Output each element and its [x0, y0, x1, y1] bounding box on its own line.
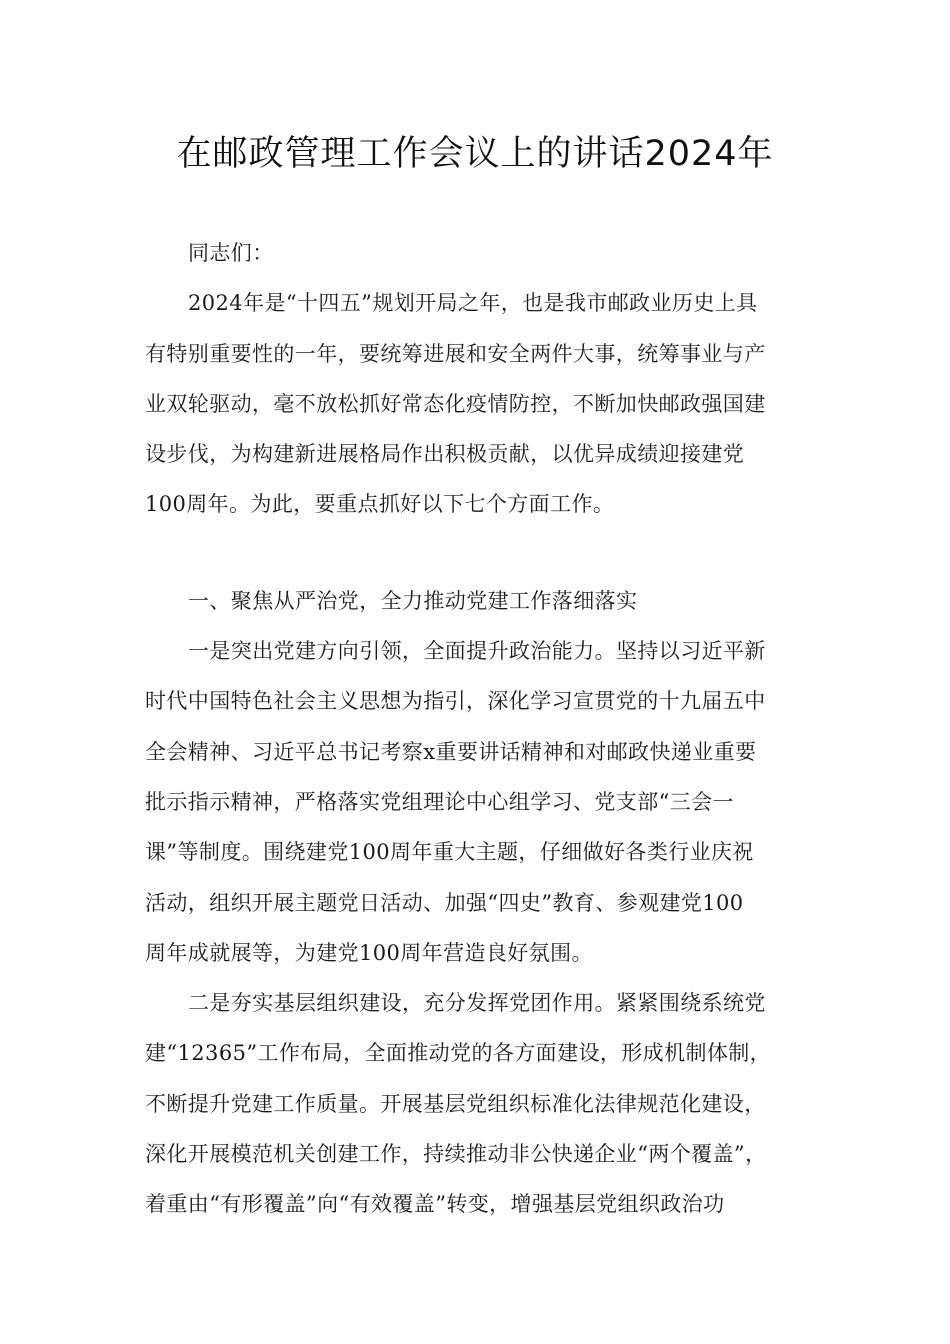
paragraph-line: 着重由“有形覆盖”向“有效覆盖”转变，增强基层党组织政治功: [145, 1192, 725, 1217]
document-title: 在邮政管理工作会议上的讲话2024年: [176, 134, 774, 174]
intro-line: 100周年。为此，要重点抓好以下七个方面工作。: [145, 492, 615, 517]
intro-line: 2024年是“十四五”规划开局之年，也是我市邮政业历史上具: [188, 291, 758, 316]
salutation: 同志们：: [188, 241, 274, 265]
paragraph-line: 建“12365”工作布局，全面推动党的各方面建设，形成机制体制，: [145, 1041, 772, 1066]
section-heading: 一、聚焦从严治党，全力推动党建工作落细落实: [188, 588, 638, 613]
paragraph-line: 批示指示精神，严格落实党组理论中心组学习、党支部“三会一: [145, 789, 734, 814]
paragraph-spacer: [145, 530, 810, 576]
paragraph-line: 周年成就展等，为建党100周年营造良好氛围。: [145, 940, 593, 965]
intro-line: 业双轮驱动，毫不放松抓好常态化疫情防控，不断加快邮政强国建: [145, 391, 766, 416]
paragraph-line: 一是突出党建方向引领，全面提升政治能力。坚持以习近平新: [188, 639, 766, 664]
paragraph-line: 全会精神、习近平总书记考察x重要讲话精神和对邮政快递业重要: [145, 739, 757, 764]
paragraph-line: 时代中国特色社会主义思想为指引，深化学习宣贯党的十九届五中: [145, 689, 766, 714]
paragraph-line: 二是夯实基层组织建设，充分发挥党团作用。紧紧围绕系统党: [188, 991, 766, 1016]
intro-line: 有特别重要性的一年，要统筹进展和安全两件大事，统筹事业与产: [145, 341, 766, 366]
paragraph-line: 深化开展模范机关创建工作，持续推动非公快递企业“两个覆盖”，: [145, 1142, 767, 1167]
intro-line: 设步伐，为构建新进展格局作出积极贡献，以优异成绩迎接建党: [145, 442, 745, 467]
paragraph-line: 活动，组织开展主题党日活动、加强“四史”教育、参观建党100: [145, 890, 744, 915]
document-body: [145, 228, 810, 1230]
paragraph-line: 不断提升党建工作质量。开展基层党组织标准化法律规范化建设，: [145, 1091, 766, 1116]
paragraph-line: 课”等制度。围绕建党100周年重大主题，仔细做好各类行业庆祝: [145, 840, 754, 865]
